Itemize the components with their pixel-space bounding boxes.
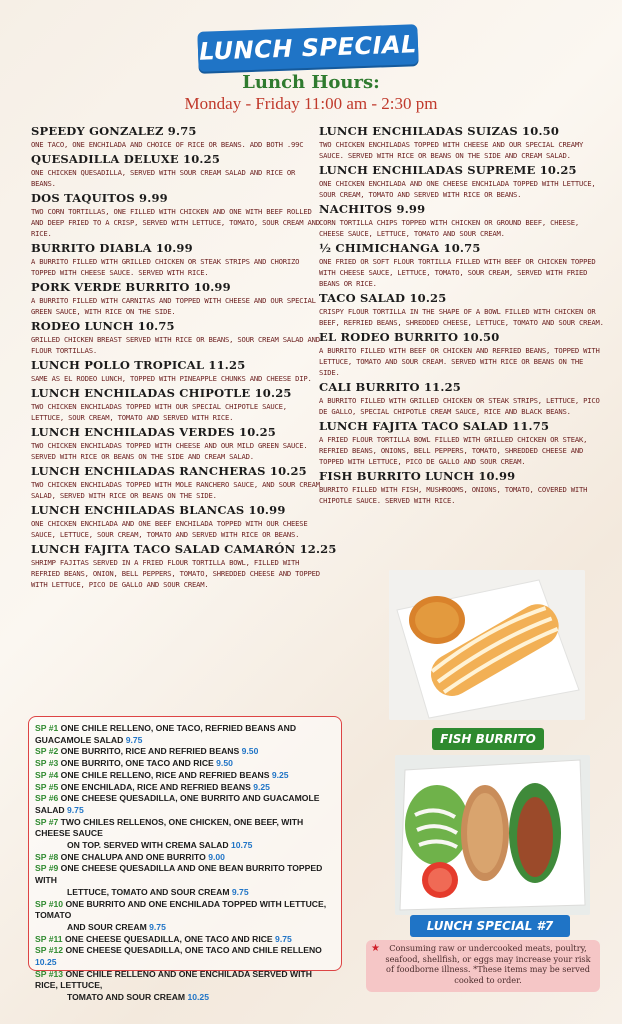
menu-item-description: ONE TACO, ONE ENCHILADA AND CHOICE OF RICE OR BEANS. ADD BOTH .99C	[31, 140, 304, 149]
menu-item-name: EL RODEO BURRITO 10.50	[319, 330, 500, 344]
special-price: 9.00	[208, 851, 225, 862]
lunch-hours-time: Monday - Friday 11:00 am - 2:30 pm	[184, 94, 438, 113]
special-row-continued	[35, 840, 335, 852]
special-code: SP #8	[35, 851, 59, 862]
menu-item	[319, 291, 604, 328]
special-price: 9.50	[216, 758, 233, 769]
menu-item-name: ½ CHIMICHANGA 10.75	[319, 241, 481, 255]
menu-item	[31, 191, 321, 239]
special-text: ONE CHEESE QUESADILLA, ONE TACO AND CHILE RELLENO	[65, 945, 322, 956]
specials-box	[28, 716, 342, 1003]
special-price: 9.75	[67, 804, 84, 815]
special-row	[35, 863, 335, 886]
menu-item	[319, 202, 604, 239]
special-price: 9.75	[231, 886, 249, 897]
special-code: SP #5	[35, 781, 59, 792]
menu-item-description: CORN TORTILLA CHIPS TOPPED WITH CHICKEN OR GROUND BEEF, CHEESE, CHEESE SAUCE, LETTUCE, TOMATO AND SOUR CREAM.	[319, 218, 580, 238]
special-row	[35, 723, 335, 746]
menu-item-description: TWO CHICKEN ENCHILADAS TOPPED WITH CHEESE AND OUR MILD GREEN SAUCE. SERVED WITH RICE OR BEANS ON THE SIDE AND CREAM SALAD.	[31, 441, 308, 461]
lunch-special-7-label: LUNCH SPECIAL #7	[410, 915, 570, 937]
menu-item-description: ONE CHICKEN ENCHILADA AND ONE BEEF ENCHILADA TOPPED WITH OUR CHEESE SAUCE, LETTUCE, SOUR CREAM, TOMATO AND SERVED WITH RICE OR BEANS.	[31, 519, 308, 539]
special-price: 10.25	[187, 992, 209, 1003]
menu-item-description: GRILLED CHICKEN BREAST SERVED WITH RICE OR BEANS, SOUR CREAM SALAD AND FLOUR TORTILLAS.	[31, 335, 320, 355]
menu-item	[319, 241, 604, 289]
special-text: ONE CHILE RELLENO AND ONE ENCHILADA SERVED WITH RICE, LETTUCE,	[35, 968, 312, 991]
menu-item-description: ONE CHICKEN QUESADILLA, SERVED WITH SOUR CREAM SALAD AND RICE OR BEANS.	[31, 168, 296, 188]
fish-burrito-label: FISH BURRITO	[432, 728, 544, 750]
menu-item	[31, 241, 321, 278]
special-row	[35, 758, 335, 770]
menu-column-right	[319, 124, 604, 508]
special-row	[35, 852, 335, 864]
special-text: ONE CHALUPA AND ONE BURRITO	[60, 851, 206, 862]
menu-item	[31, 425, 321, 462]
menu-item-name: LUNCH POLLO TROPICAL 11.25	[31, 358, 246, 372]
special-text-continued: LETTUCE, TOMATO AND SOUR CREAM	[67, 886, 230, 897]
menu-item-description: A BURRITO FILLED WITH GRILLED CHICKEN OR STEAK STRIPS AND CHORIZO TOPPED WITH CHEESE SAUCE. SERVED WITH RICE.	[31, 257, 300, 277]
special-row	[35, 782, 335, 794]
special-code: SP #1	[35, 723, 59, 733]
menu-item-description: SAME AS EL RODEO LUNCH, TOPPED WITH PINEAPPLE CHUNKS AND CHEESE DIP.	[31, 374, 312, 383]
menu-item-name: LUNCH ENCHILADAS RANCHERAS 10.25	[31, 464, 307, 478]
menu-item-name: DOS TAQUITOS 9.99	[31, 191, 168, 205]
special-text-continued: TOMATO AND SOUR CREAM	[67, 992, 186, 1003]
special-text-continued: ON TOP. SERVED WITH CREMA SALAD	[67, 840, 229, 851]
special-row-continued	[35, 887, 335, 899]
star-icon: ★	[371, 943, 380, 954]
special-price: 10.75	[230, 840, 253, 851]
menu-item-description: TWO CORN TORTILLAS, ONE FILLED WITH CHICKEN AND ONE WITH BEEF ROLLED AND DEEP FRIED TO A CRISP, SERVED WITH LETTUCE, TOMATO, SOUR CREAM AND RICE.	[31, 207, 320, 238]
special-row	[35, 899, 335, 922]
special-code: SP #3	[35, 758, 59, 769]
special-row	[35, 817, 335, 840]
special-text: ONE ENCHILADA, RICE AND REFRIED BEANS	[60, 781, 251, 792]
special-price: 9.75	[125, 734, 143, 745]
special-code: SP #13	[35, 968, 64, 979]
menu-item	[319, 469, 604, 506]
menu-item-name: CALI BURRITO 11.25	[319, 380, 461, 394]
menu-item-name: LUNCH ENCHILADAS SUPREME 10.25	[319, 163, 577, 177]
special-row	[35, 746, 335, 758]
menu-item	[319, 124, 604, 161]
menu-item	[319, 330, 604, 378]
lunch-special-banner: LUNCH SPECIAL	[197, 24, 418, 72]
menu-item-description: TWO CHICKEN ENCHILADAS TOPPED WITH OUR SPECIAL CHIPOTLE SAUCE, LETTUCE, SOUR CREAM, TOMATO AND SERVED WITH RICE.	[31, 402, 287, 422]
special-row	[35, 934, 335, 946]
special-price: 9.50	[241, 746, 259, 757]
menu-item	[31, 386, 321, 423]
menu-item-name: LUNCH ENCHILADAS CHIPOTLE 10.25	[31, 386, 292, 400]
menu-item-description: BURRITO FILLED WITH FISH, MUSHROOMS, ONIONS, TOMATO, COVERED WITH CHIPOTLE SAUCE. SERVED WITH RICE.	[319, 485, 588, 505]
food-safety-warning	[366, 940, 600, 992]
special-code: SP #2	[35, 746, 59, 757]
special-row	[35, 969, 335, 992]
special-row	[35, 770, 335, 782]
special-row	[35, 793, 335, 816]
menu-item-description: SHRIMP FAJITAS SERVED IN A FRIED FLOUR TORTILLA BOWL, FILLED WITH REFRIED BEANS, ONION, BELL PEPPERS, TOMATO, SHREDDED CHEESE AND TOPPED WITH LETTUCE, PICO DE GALLO AND SOUR CREAM.	[31, 558, 320, 589]
special-price: 9.75	[275, 933, 292, 944]
menu-column-left	[31, 124, 337, 592]
menu-item-description: A BURRITO FILLED WITH BEEF OR CHICKEN AND REFRIED BEANS, TOPPED WITH LETTUCE, TOMATO AND SOUR CREAM. SERVED WITH RICE OR BEANS ON THE SIDE.	[319, 346, 600, 377]
menu-item	[319, 419, 604, 467]
menu-item-name: LUNCH FAJITA TACO SALAD CAMARÓN 12.25	[31, 542, 337, 556]
menu-item-name: QUESADILLA DELUXE 10.25	[31, 152, 221, 166]
menu-item-name: LUNCH ENCHILADAS BLANCAS 10.99	[31, 503, 286, 517]
special-price: 9.75	[149, 921, 166, 932]
menu-item-name: NACHITOS 9.99	[319, 202, 426, 216]
special-text: ONE BURRITO, RICE AND REFRIED BEANS	[60, 746, 240, 757]
menu-item	[319, 380, 604, 417]
menu-item-description: CRISPY FLOUR TORTILLA IN THE SHAPE OF A BOWL FILLED WITH CHICKEN OR BEEF, REFRIED BEANS, SHREDDED CHEESE, LETTUCE, TOMATO AND SOUR CREAM.	[319, 307, 604, 327]
special-code: SP #6	[35, 793, 59, 804]
special-text: ONE CHILE RELLENO, RICE AND REFRIED BEANS	[60, 769, 270, 780]
special-price: 10.25	[35, 957, 57, 968]
lunch-hours-title: Lunch Hours:	[242, 72, 380, 93]
special-text: ONE CHEESE QUESADILLA AND ONE BEAN BURRITO TOPPED WITH	[35, 863, 323, 886]
menu-item-name: SPEEDY GONZALEZ 9.75	[31, 124, 197, 138]
menu-item-description: TWO CHICKEN ENCHILADAS TOPPED WITH MOLE RANCHERO SAUCE, AND SOUR CREAM SALAD, SERVED WITH RICE OR BEANS ON THE SIDE.	[31, 480, 320, 500]
menu-item-description: A BURRITO FILLED WITH GRILLED CHICKEN OR STEAK STRIPS, LETTUCE, PICO DE GALLO, SPECIAL CHIPOTLE CREAM SAUCE, RICE AND BLACK BEANS.	[319, 396, 600, 416]
special-code: SP #9	[35, 863, 59, 874]
special-text: TWO CHILES RELLENOS, ONE CHICKEN, ONE BEEF, WITH CHEESE SAUCE	[35, 816, 304, 839]
menu-item	[31, 503, 321, 540]
menu-item-name: RODEO LUNCH 10.75	[31, 319, 175, 333]
menu-item-name: LUNCH FAJITA TACO SALAD 11.75	[319, 419, 550, 433]
special-code: SP #11	[35, 933, 63, 944]
lunch-special-7-photo	[395, 755, 590, 915]
special-row-continued	[35, 922, 335, 934]
menu-item-description: ONE FRIED OR SOFT FLOUR TORTILLA FILLED WITH BEEF OR CHICKEN TOPPED WITH CHEESE SAUCE, LETTUCE, TOMATO, SOUR CREAM, SERVED WITH FRIED BEANS OR RICE.	[319, 257, 596, 288]
special-text: ONE CHEESE QUESADILLA, ONE TACO AND RICE	[64, 933, 273, 944]
menu-item-name: FISH BURRITO LUNCH 10.99	[319, 469, 516, 483]
special-code: SP #7	[35, 816, 59, 827]
menu-item	[31, 319, 321, 356]
menu-item-description: ONE CHICKEN ENCHILADA AND ONE CHEESE ENCHILADA TOPPED WITH LETTUCE, SOUR CREAM, TOMATO AND SERVED WITH RICE OR BEANS.	[319, 179, 596, 199]
menu-item	[319, 163, 604, 200]
menu-item-description: A BURRITO FILLED WITH CARNITAS AND TOPPED WITH CHEESE AND OUR SPECIAL GREEN SAUCE, WITH RICE ON THE SIDE.	[31, 296, 316, 316]
menu-item	[31, 124, 321, 150]
special-text: ONE CHILE RELLENO, ONE TACO, REFRIED BEANS AND GUACAMOLE SALAD	[35, 723, 297, 745]
menu-item	[31, 280, 321, 317]
menu-item	[31, 358, 321, 384]
menu-item-name: LUNCH ENCHILADAS VERDES 10.25	[31, 425, 277, 439]
special-text: ONE BURRITO AND ONE ENCHILADA TOPPED WITH LETTUCE, TOMATO	[35, 898, 327, 921]
special-price: 9.25	[271, 769, 289, 780]
menu-item	[31, 152, 321, 189]
menu-item-name: LUNCH ENCHILADAS SUIZAS 10.50	[319, 124, 560, 138]
special-row	[35, 945, 335, 968]
special-text: ONE BURRITO, ONE TACO AND RICE	[60, 758, 214, 769]
special-row-continued	[35, 992, 335, 1004]
special-text: ONE CHEESE QUESADILLA, ONE BURRITO AND GUACAMOLE SALAD	[35, 793, 320, 815]
special-price: 9.25	[253, 781, 270, 792]
special-code: SP #4	[35, 769, 59, 780]
warning-text: Consuming raw or undercooked meats, poultry, seafood, shellfish, or eggs may increase your risk of foodborne illness. *These items may be served cooked to order.	[385, 943, 591, 985]
menu-item-description: TWO CHICKEN ENCHILADAS TOPPED WITH CHEESE AND OUR SPECIAL CREAMY SAUCE. SERVED WITH RICE OR BEANS ON THE SIDE AND CREAM SALAD.	[319, 140, 584, 160]
menu-item-name: TACO SALAD 10.25	[319, 291, 447, 305]
menu-item-description: A FRIED FLOUR TORTILLA BOWL FILLED WITH GRILLED CHICKEN OR STEAK, REFRIED BEANS, ONIONS, BELL PEPPERS, TOMATO, SHREDDED CHEESE AND TOPPED WITH LETTUCE, PICO DE GALLO AND SOUR CREAM.	[319, 435, 588, 466]
menu-item-name: PORK VERDE BURRITO 10.99	[31, 280, 231, 294]
menu-item	[31, 542, 337, 590]
menu-item	[31, 464, 321, 501]
special-text-continued: AND SOUR CREAM	[67, 921, 147, 932]
menu-item-name: BURRITO DIABLA 10.99	[31, 241, 193, 255]
fish-burrito-photo	[389, 570, 585, 720]
special-code: SP #10	[35, 898, 64, 909]
special-code: SP #12	[35, 945, 64, 956]
